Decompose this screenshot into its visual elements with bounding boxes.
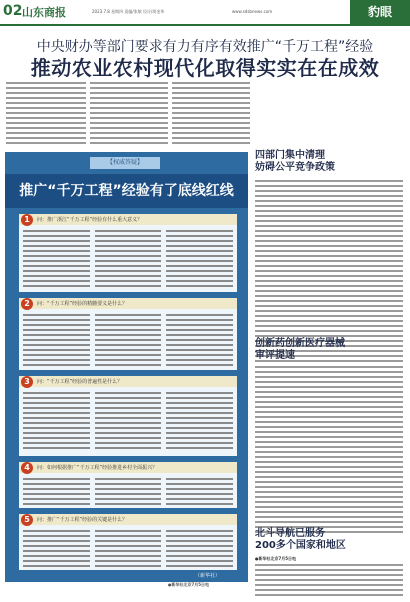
panel-byline: （新华社） bbox=[195, 573, 221, 579]
panel-title: 推广“千万工程”经验有了底线红线 bbox=[19, 183, 234, 199]
panel-dateline: ●新华社北京7月5日电 bbox=[168, 582, 210, 587]
question-text: 问：推广“千万工程”经验的关键是什么？ bbox=[37, 517, 128, 523]
paper-name: 山东商报 bbox=[22, 6, 66, 19]
question-text: 问：推广浙江“千万工程”经验有什么重大意义？ bbox=[37, 217, 143, 223]
headline-fair-competition-1: 四部门集中清理 bbox=[255, 150, 325, 161]
question-text: 问：“千万工程”经验的普遍性是什么？ bbox=[37, 379, 123, 385]
answer-text bbox=[23, 392, 233, 452]
headline-fair-competition-2: 妨碍公平竞争政策 bbox=[255, 162, 335, 173]
qa-panel bbox=[5, 152, 248, 582]
answer-text bbox=[23, 314, 233, 369]
lead-text-middle-a bbox=[90, 82, 168, 147]
article-subtitle: 中央财办等部门要求有力有序有效推广“千万工程”经验 bbox=[36, 39, 374, 55]
question-number: 4 bbox=[21, 462, 33, 474]
qa-card-5 bbox=[19, 514, 237, 570]
question-number: 5 bbox=[21, 514, 33, 526]
beidou-dateline: ●新华社北京7月5日电 bbox=[255, 556, 297, 561]
answer-text bbox=[23, 478, 233, 508]
answer-text bbox=[23, 530, 233, 570]
lead-text-middle-b bbox=[172, 82, 250, 147]
answer-text bbox=[23, 230, 233, 290]
headline-drug-review-1: 创新药创新医疗器械 bbox=[255, 338, 345, 349]
page-header bbox=[0, 0, 410, 26]
qa-card-2 bbox=[19, 298, 237, 370]
article-beidou-text bbox=[255, 564, 403, 599]
qa-card-1 bbox=[19, 214, 237, 292]
article-drug-review-text bbox=[255, 366, 403, 536]
site-url: www.sdsbnews.com bbox=[232, 9, 273, 14]
headline-drug-review-2: 审评提速 bbox=[255, 350, 295, 361]
question-number: 3 bbox=[21, 376, 33, 388]
question-number: 1 bbox=[21, 214, 33, 226]
panel-tag: 【权威答疑】 bbox=[90, 157, 160, 169]
article-title: 推动农业农村现代化取得实实在在成效 bbox=[30, 56, 380, 80]
lead-text-left bbox=[6, 82, 86, 147]
qa-card-4 bbox=[19, 462, 237, 508]
section-badge: 豹眼 bbox=[350, 0, 410, 24]
date-line: 2023.7.8 星期四 责编/张敏 设计/胡金华 bbox=[92, 9, 165, 14]
headline-beidou-1: 北斗导航已服务 bbox=[255, 528, 325, 539]
headline-beidou-2: 200多个国家和地区 bbox=[255, 540, 346, 551]
question-text: 问：“千万工程”经验的精髓要义是什么？ bbox=[37, 301, 128, 307]
question-number: 2 bbox=[21, 298, 33, 310]
qa-card-3 bbox=[19, 376, 237, 456]
page-number: 02 bbox=[3, 3, 23, 19]
panel-title-bar bbox=[5, 174, 248, 208]
question-text: 问：如何根据推广“千万工程”经验推进乡村全面振兴？ bbox=[37, 465, 158, 471]
